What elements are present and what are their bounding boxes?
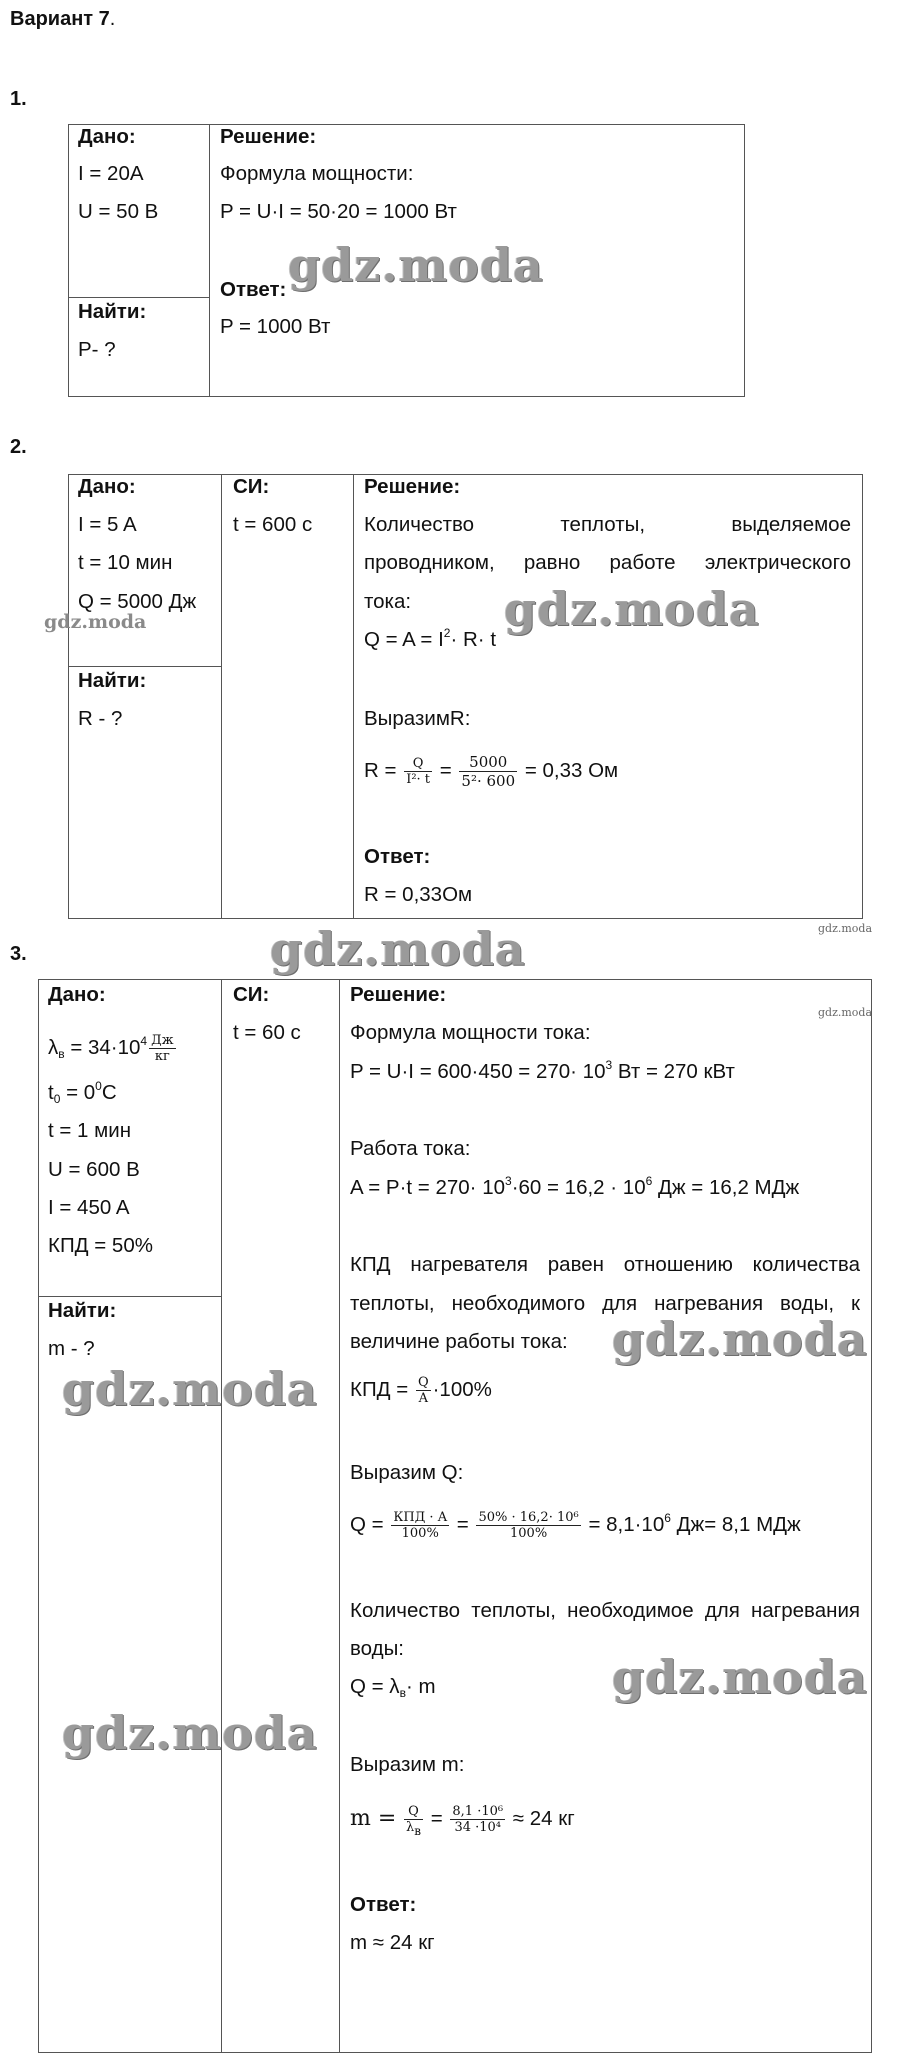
solution-text: величине работы тока: (350, 1330, 568, 1353)
fraction: $\frac{Q}{A}$ (417, 1375, 429, 1407)
given-label: Дано: (78, 125, 136, 148)
problem-2-divider (353, 474, 354, 919)
solution-equation: P = U·I = 50·20 = 1000 Вт (220, 200, 457, 223)
solution-text: ВыразимR: (364, 707, 471, 730)
find-label: Найти: (78, 669, 147, 692)
given-item: U = 600 В (48, 1158, 140, 1181)
problem-3-divider (221, 979, 222, 2053)
solution-equation: Q = $\frac{\text{КПД · A}}{100\%}$ = $\frac{\text{50\% · 16,2· 10⁶}}{100\%}$ = $8,1\cdot 10^6$ Дж= 8,1 МДж (350, 1510, 801, 1542)
solution-text: Выразим Q: (350, 1461, 464, 1484)
solution-text: Формула мощности: (220, 162, 414, 185)
solution-text: Количество теплоты, необходимое для нагревания (350, 1599, 860, 1622)
given-label: Дано: (48, 983, 106, 1006)
fraction: $\frac{5000}{\text{5²· 600}}$ (461, 753, 516, 791)
solution-label: Решение: (364, 475, 461, 498)
solution-label: Решение: (350, 983, 447, 1006)
answer-label: Ответ: (350, 1893, 417, 1916)
solution-equation: КПД = $\frac{Q}{A}$ ·100% (350, 1375, 492, 1407)
fraction: $\frac{Дж}{кг}$ (151, 1033, 174, 1065)
si-label: СИ: (233, 983, 270, 1006)
given-item: t = 10 мин (78, 551, 173, 574)
find-label: Найти: (78, 300, 147, 323)
given-item: $\lambda_в = 34\cdot 10^4$ $\frac{Дж}{кг}$ (48, 1033, 174, 1065)
watermark-tiny: gdz.moda (818, 922, 873, 935)
given-item: I = 450 A (48, 1196, 130, 1219)
fraction: $\frac{\text{КПД · A}}{100\%}$ (393, 1510, 448, 1542)
problem-3-number: 3. (10, 943, 27, 965)
problem-3-divider (38, 1296, 221, 1297)
problem-2-number: 2. (10, 436, 27, 458)
solution-text: Выразим m: (350, 1753, 465, 1776)
answer-label: Ответ: (220, 278, 287, 301)
watermark: gdz.moda (612, 1312, 868, 1366)
solution-text: Работа тока: (350, 1137, 471, 1160)
solution-text: КПД нагревателя равен отношению количества (350, 1253, 860, 1276)
si-value: t = 60 с (233, 1021, 301, 1044)
solution-equation: $Q = \lambda_в\cdot m$ (350, 1675, 436, 1700)
solution-text: проводником, равно работе электрического (364, 551, 851, 574)
watermark: gdz.moda (62, 1706, 318, 1760)
solution-text: воды: (350, 1637, 405, 1660)
answer-label: Ответ: (364, 845, 431, 868)
problem-2-divider (221, 474, 222, 919)
given-item: КПД = 50% (48, 1234, 153, 1257)
find-label: Найти: (48, 1299, 117, 1322)
answer-value: P = 1000 Вт (220, 315, 331, 338)
solution-text: теплоты, необходимого для нагревания воды, к (350, 1292, 860, 1315)
page-title: Вариант 7. (10, 8, 116, 30)
given-item: U = 50 В (78, 200, 159, 223)
find-item: m - ? (48, 1337, 95, 1360)
solution-text: Формула мощности тока: (350, 1021, 591, 1044)
watermark: gdz.moda (270, 922, 526, 976)
watermark-tiny: gdz.moda (818, 1006, 873, 1019)
problem-2-table (68, 474, 863, 919)
fraction: $\frac{\text{8,1 ·10⁶}}{\text{34 ·10⁴}}$ (452, 1804, 504, 1836)
answer-value: R = 0,33Ом (364, 883, 473, 906)
fraction: $\frac{Q}{\text{I²· t}}$ (406, 756, 431, 788)
problem-1-divider (209, 124, 210, 397)
solution-equation: R = $\frac{Q}{\text{I²· t}}$ = $\frac{5000}{\text{5²· 600}}$ = 0,33 Ом (364, 753, 619, 791)
given-item: Q = 5000 Дж (78, 590, 197, 613)
fraction: $\frac{\text{50\% · 16,2· 10⁶}}{100\%}$ (478, 1510, 579, 1542)
solution-equation: $P = U\cdot I = 600\cdot 450 = 270\cdot 10^3$ Вт = 270 кВт (350, 1058, 735, 1083)
solution-equation: $Q = A = I^2\cdot R\cdot t$ (364, 626, 497, 651)
find-item: P- ? (78, 338, 116, 361)
given-item: I = 20A (78, 162, 144, 185)
watermark: gdz.moda (288, 238, 544, 292)
watermark-small: gdz.moda (44, 611, 147, 633)
problem-1-number: 1. (10, 88, 27, 110)
watermark: gdz.moda (504, 582, 760, 636)
given-item: $t_0 = 0^0C$ (48, 1079, 117, 1106)
problem-2-divider (68, 666, 221, 667)
given-item: t = 1 мин (48, 1119, 132, 1142)
watermark: gdz.moda (612, 1650, 868, 1704)
given-item: I = 5 A (78, 513, 137, 536)
problem-3-divider (339, 979, 340, 2053)
solution-text: тока: (364, 590, 412, 613)
solution-text: Количество теплоты, выделяемое (364, 513, 851, 536)
solution-equation: $A = P\cdot t = 270\cdot 10^3\cdot 60 = 16,2 \cdot 10^6$ Дж = 16,2 МДж (350, 1174, 800, 1199)
fraction: $\frac{Q}{\lambda_в}$ (406, 1804, 422, 1839)
answer-value: m ≈ 24 кг (350, 1931, 435, 1954)
solution-label: Решение: (220, 125, 317, 148)
find-item: R - ? (78, 707, 123, 730)
si-value: t = 600 с (233, 513, 313, 536)
si-label: СИ: (233, 475, 270, 498)
solution-equation: m = $\frac{Q}{\lambda_в}$ = $\frac{\text{8,1 ·10⁶}}{\text{34 ·10⁴}}$ ≈ 24 кг (350, 1804, 575, 1839)
watermark: gdz.moda (62, 1362, 318, 1416)
problem-1-divider (68, 297, 209, 298)
given-label: Дано: (78, 475, 136, 498)
